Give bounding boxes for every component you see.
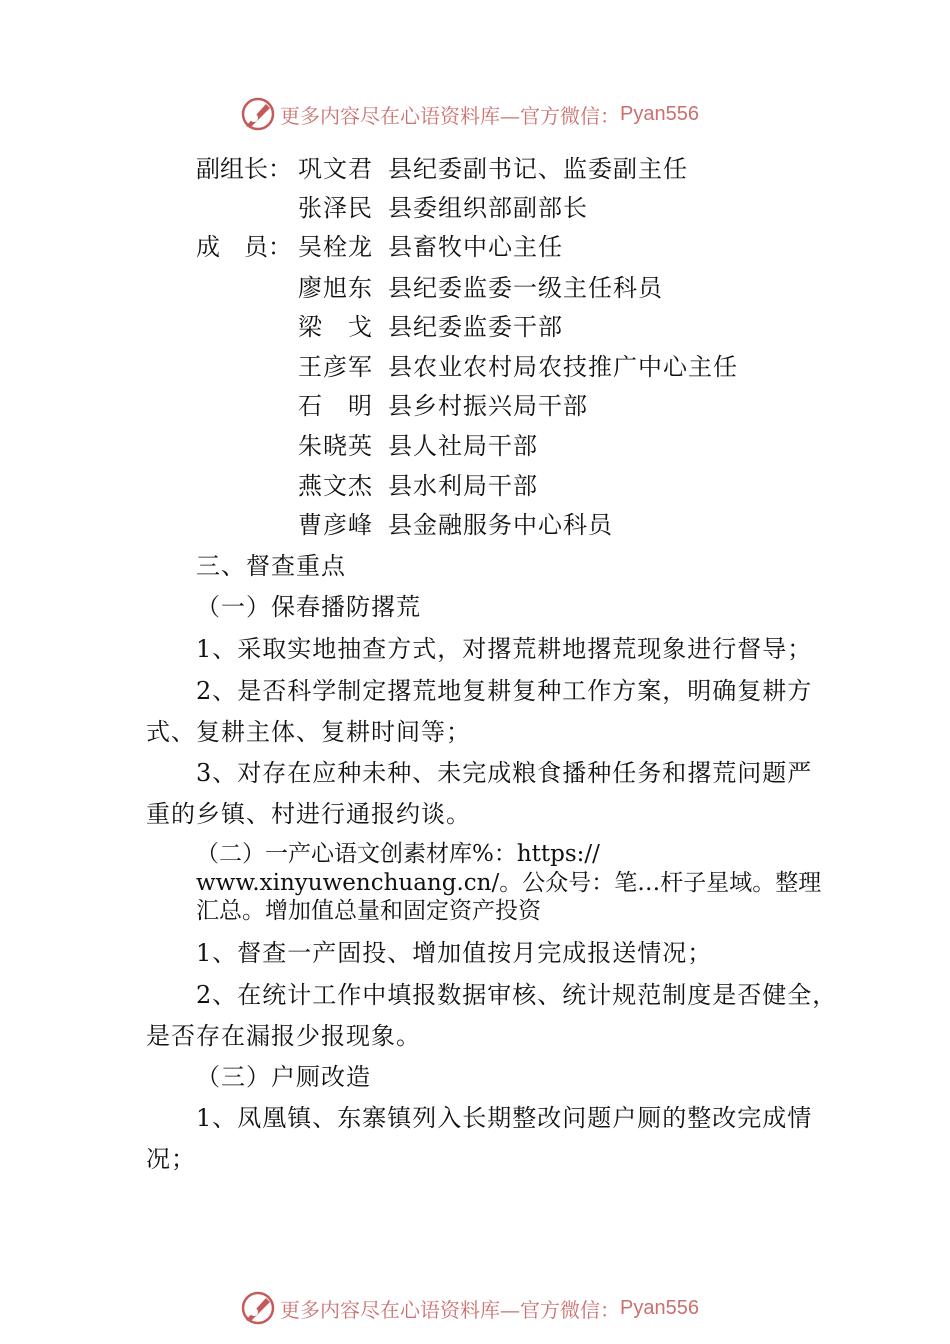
pen-logo-icon bbox=[240, 96, 276, 132]
member-duty: 县畜牧中心主任 bbox=[388, 233, 563, 261]
member-name: 石 明 bbox=[298, 392, 373, 420]
member-name: 朱晓英 bbox=[298, 432, 373, 460]
member-name: 吴栓龙 bbox=[298, 233, 373, 261]
member-duty: 县纪委监委一级主任科员 bbox=[388, 274, 663, 302]
member-name: 曹彦峰 bbox=[298, 511, 373, 539]
member-duty: 县纪委副书记、监委副主任 bbox=[388, 155, 688, 183]
member-duty: 县纪委监委干部 bbox=[388, 313, 563, 341]
paragraph: 1、督查一产固投、增加值按月完成报送情况； bbox=[196, 939, 713, 967]
paragraph-continuation: 是否存在漏报少报现象。 bbox=[146, 1022, 421, 1050]
watermark-text: 更多内容尽在心语资料库—官方微信： bbox=[280, 103, 620, 128]
watermark-text: 更多内容尽在心语资料库—官方微信： bbox=[280, 1297, 620, 1322]
member-duty: 县金融服务中心科员 bbox=[388, 511, 613, 539]
paragraph: 1、采取实地抽查方式，对撂荒耕地撂荒现象进行督导； bbox=[196, 635, 813, 663]
member-duty: 县农业农村局农技推广中心主任 bbox=[388, 353, 738, 381]
member-name: 张泽民 bbox=[298, 194, 373, 222]
member-name: 巩文君 bbox=[298, 155, 373, 183]
paragraph-continuation: 式、复耕主体、复耕时间等； bbox=[146, 718, 471, 746]
member-duty: 县水利局干部 bbox=[388, 472, 538, 500]
paragraph-continuation: 况； bbox=[146, 1145, 196, 1173]
watermark-banner-bottom bbox=[240, 1290, 699, 1326]
paragraph: 2、在统计工作中填报数据审核、统计规范制度是否健全， bbox=[196, 981, 838, 1009]
subsection-title: （三）户厕改造 bbox=[196, 1063, 371, 1091]
member-duty: 县人社局干部 bbox=[388, 432, 538, 460]
subsection-title-line: www.xinyuwenchuang.cn/。公众号：笔…杆子星域。整理 bbox=[196, 870, 822, 896]
paragraph: 3、对存在应种未种、未完成粮食播种任务和撂荒问题严 bbox=[196, 759, 813, 787]
member-duty: 县乡村振兴局干部 bbox=[388, 392, 588, 420]
pen-logo-icon bbox=[240, 1290, 276, 1326]
watermark-id: Pyan556 bbox=[620, 102, 699, 125]
paragraph-continuation: 重的乡镇、村进行通报约谈。 bbox=[146, 800, 471, 828]
section-heading: 三、督查重点 bbox=[196, 552, 346, 580]
subsection-title: （二）一产心语文创素材库%：https:// bbox=[196, 841, 600, 867]
paragraph: 1、凤凰镇、东寨镇列入长期整改问题户厕的整改完成情 bbox=[196, 1104, 813, 1132]
subsection-title-line: 汇总。增加值总量和固定资产投资 bbox=[196, 898, 541, 924]
subsection-title: （一）保春播防撂荒 bbox=[196, 593, 421, 621]
member-duty: 县委组织部副部长 bbox=[388, 194, 588, 222]
member-name: 廖旭东 bbox=[298, 274, 373, 302]
member-role: 副组长： bbox=[196, 155, 292, 183]
member-name: 王彦军 bbox=[298, 353, 373, 381]
member-role: 成 员： bbox=[196, 233, 292, 261]
watermark-banner-top bbox=[240, 96, 699, 132]
member-name: 梁 戈 bbox=[298, 313, 373, 341]
watermark-id: Pyan556 bbox=[620, 1296, 699, 1319]
paragraph: 2、是否科学制定撂荒地复耕复种工作方案，明确复耕方 bbox=[196, 677, 813, 705]
member-name: 燕文杰 bbox=[298, 472, 373, 500]
